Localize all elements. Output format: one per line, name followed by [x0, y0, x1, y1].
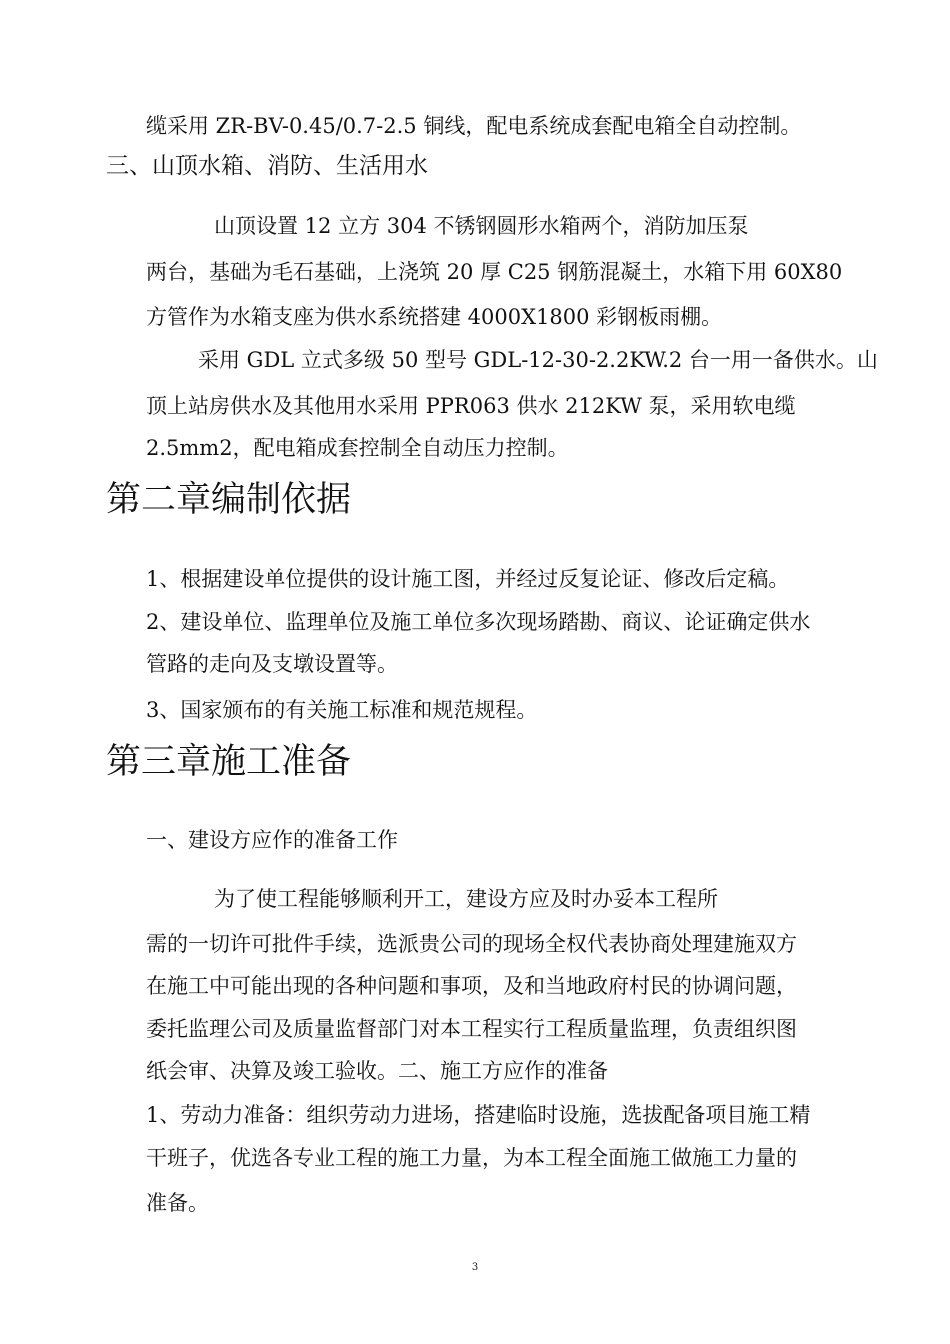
list-item: 管路的走向及支墩设置等。 — [146, 652, 398, 676]
paragraph-line: 干班子，优选各专业工程的施工力量，为本工程全面施工做施工力量的 — [146, 1146, 797, 1170]
paragraph-line: 纸会审、决算及竣工验收。二、施工方应作的准备 — [146, 1059, 608, 1083]
paragraph-line: 顶上站房供水及其他用水采用 PPR063 供水 212KW 泵，采用软电缆 — [146, 394, 796, 418]
section-tail-text: 缆采用 ZR-BV-0.45/0.7-2.5 铜线，配电系统成套配电箱全自动控制。 — [146, 114, 802, 138]
page-number: 3 — [471, 1262, 479, 1273]
paragraph-line: 两台，基础为毛石基础，上浇筑 20 厚 C25 钢筋混凝土，水箱下用 60X80 — [146, 260, 843, 284]
paragraph-line: 采用 GDL 立式多级 50 型号 GDL-12-30-2.2KW.2 台一用一备供水。山 — [198, 348, 878, 372]
list-item: 2、建设单位、监理单位及施工单位多次现场踏勘、商议、论证确定供水 — [146, 610, 811, 634]
paragraph-line: 方管作为水箱支座为供水系统搭建 4000X1800 彩钢板雨棚。 — [146, 305, 723, 329]
list-item: 1、根据建设单位提供的设计施工图，并经过反复论证、修改后定稿。 — [146, 567, 790, 591]
paragraph-line: 准备。 — [146, 1191, 209, 1215]
paragraph-line: 委托监理公司及质量监督部门对本工程实行工程质量监理，负责组织图 — [146, 1017, 797, 1041]
paragraph-line: 山顶设置 12 立方 304 不锈钢圆形水箱两个，消防加压泵 — [214, 214, 749, 238]
subsection-heading: 一、建设方应作的准备工作 — [146, 828, 398, 852]
chapter-title: 第二章编制依据 — [106, 480, 352, 520]
paragraph-line: 在施工中可能出现的各种问题和事项，及和当地政府村民的协调问题， — [146, 974, 797, 998]
chapter-title: 第三章施工准备 — [106, 742, 352, 782]
section-heading: 三、山顶水箱、消防、生活用水 — [106, 153, 428, 179]
paragraph-line: 2.5mm2，配电箱成套控制全自动压力控制。 — [146, 436, 569, 460]
list-item: 3、国家颁布的有关施工标准和规范规程。 — [146, 698, 538, 722]
paragraph-line: 1、劳动力准备：组织劳动力进场，搭建临时设施，选拔配备项目施工精 — [146, 1103, 811, 1127]
paragraph-line: 为了使工程能够顺利开工，建设方应及时办妥本工程所 — [214, 887, 718, 911]
paragraph-line: 需的一切许可批件手续，选派贵公司的现场全权代表协商处理建施双方 — [146, 932, 797, 956]
